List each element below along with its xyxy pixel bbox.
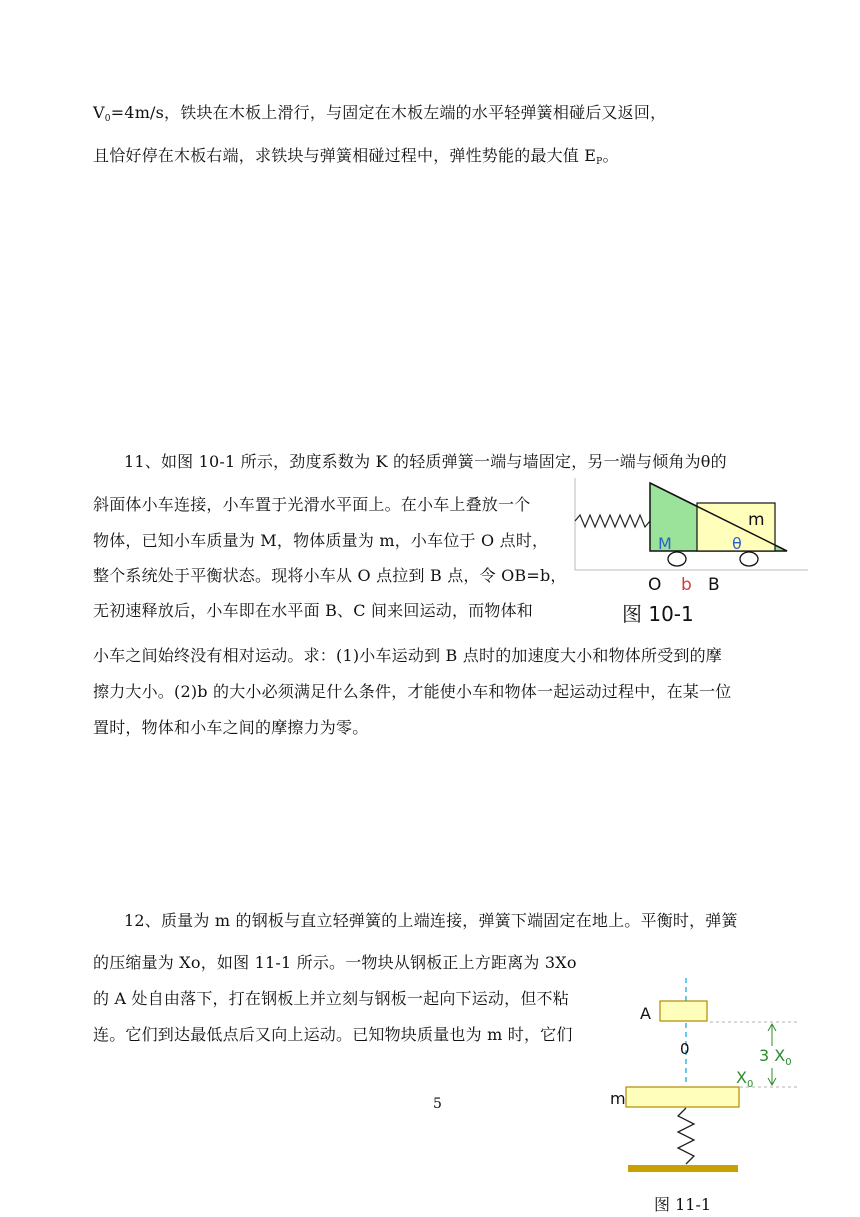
- q11-line-6: 小车之间始终没有相对运动。求：(1)小车运动到 B 点时的加速度大小和物体所受到的摩: [93, 646, 722, 665]
- label-m-plate: m: [610, 1089, 626, 1108]
- label-O-axis: 0: [680, 1040, 690, 1058]
- label-B: B: [708, 575, 720, 595]
- q11-line-4: 整个系统处于平衡状态。现将小车从 O 点拉到 B 点，令 OB=b，: [93, 566, 567, 585]
- q11-line-1: 11、如图 10-1 所示，劲度系数为 K 的轻质弹簧一端与墙固定，另一端与倾角为θ的: [124, 452, 727, 471]
- label-O: O: [648, 575, 662, 595]
- label-X0: $X_0$: [736, 1068, 754, 1090]
- label-3X0: 3 $X_0$: [759, 1046, 792, 1068]
- q12-line-1: 12、质量为 m 的钢板与直立轻弹簧的上端连接，弹簧下端固定在地上。平衡时，弹簧: [124, 911, 738, 930]
- vertical-spring: [678, 1108, 694, 1164]
- figure-11-1-caption: 图 11-1: [654, 1195, 712, 1214]
- steel-plate-m: [626, 1087, 739, 1107]
- label-M: M: [658, 534, 672, 553]
- q11-line-3: 物体，已知小车质量为 M，物体质量为 m，小车位于 O 点时，: [93, 531, 549, 550]
- label-theta: θ: [732, 534, 742, 553]
- spring: [575, 515, 650, 527]
- q11-line-7: 擦力大小。(2)b 的大小必须满足什么条件，才能使小车和物体一起运动过程中，在某一位: [93, 682, 732, 701]
- label-b: b: [681, 575, 692, 595]
- page-number: 5: [433, 1096, 442, 1112]
- figure-11-1-drawing: [600, 968, 815, 1213]
- figure-11-1: [600, 968, 815, 1213]
- wheel-left: [668, 552, 686, 566]
- label-A: A: [640, 1004, 651, 1023]
- figure-10-1-caption: 图 10-1: [622, 602, 694, 626]
- q10-line-2: 且恰好停在木板右端，求铁块与弹簧相碰过程中，弹性势能的最大值 $E_P$。: [93, 146, 619, 167]
- figure-10-1: [570, 478, 810, 638]
- block-A: [660, 1001, 707, 1021]
- q10-line-1: $V_0=4m/s$，铁块在木板上滑行，与固定在木板左端的水平轻弹簧相碰后又返回，: [93, 103, 667, 124]
- q12-line-4: 连。它们到达最低点后又向上运动。已知物块质量也为 m 时，它们: [93, 1025, 573, 1044]
- q12-line-2: 的压缩量为 Xo，如图 11-1 所示。一物块从钢板正上方距离为 3Xo: [93, 953, 577, 972]
- q11-line-2: 斜面体小车连接，小车置于光滑水平面上。在小车上叠放一个: [93, 495, 531, 514]
- ground: [628, 1165, 738, 1172]
- q11-line-8: 置时，物体和小车之间的摩擦力为零。: [93, 718, 369, 737]
- label-m: m: [748, 510, 765, 530]
- q11-line-5: 无初速释放后，小车即在水平面 B、C 间来回运动，而物体和: [93, 601, 533, 620]
- wheel-right: [740, 552, 758, 566]
- q12-line-3: 的 A 处自由落下，打在钢板上并立刻与钢板一起向下运动，但不粘: [93, 989, 569, 1008]
